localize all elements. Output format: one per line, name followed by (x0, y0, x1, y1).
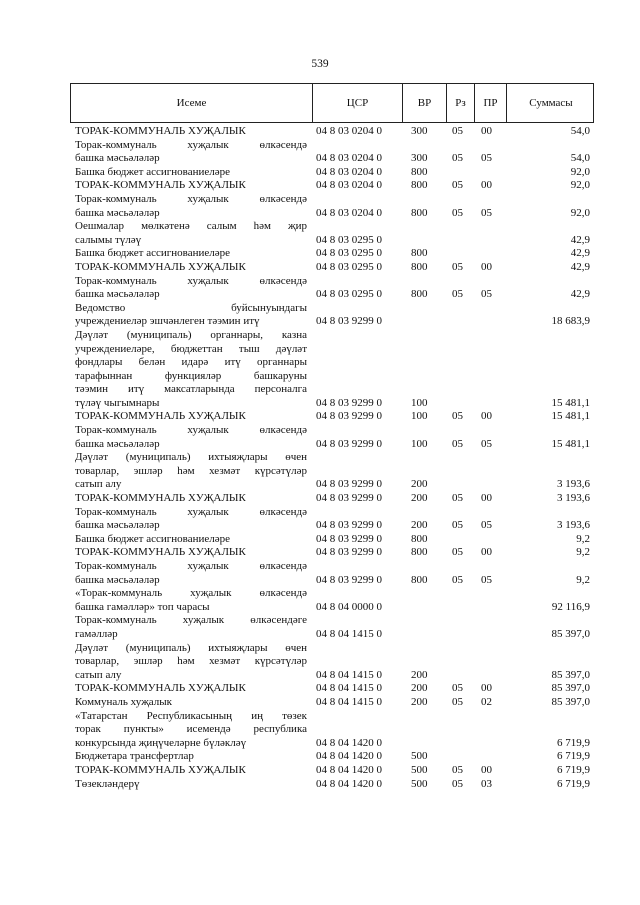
row-csr: 04 8 03 9299 0 (316, 478, 382, 491)
row-pr: 00 (481, 179, 492, 192)
row-name (75, 587, 313, 614)
row-name-line: башка мәсьәләләр (75, 519, 160, 532)
table-row (75, 261, 590, 275)
row-pr: 05 (481, 288, 492, 301)
row-csr: 04 8 03 0204 0 (316, 179, 382, 192)
table-row (75, 179, 590, 193)
row-rz: 05 (452, 777, 463, 790)
row-csr: 04 8 03 9299 0 (316, 519, 382, 532)
row-name-line: сатып алу (75, 478, 122, 491)
row-name-line: башка гамәлләр» топ чарасы (75, 600, 210, 613)
row-vr: 200 (411, 682, 428, 695)
row-name-line: учреждениеләр эшчәнлеген тәэмин итү (75, 315, 260, 328)
row-csr: 04 8 04 1420 0 (316, 750, 382, 763)
row-pr (476, 614, 508, 641)
row-rz (448, 587, 476, 614)
row-vr: 200 (411, 519, 428, 532)
row-pr: 05 (481, 573, 492, 586)
table-row (75, 139, 590, 166)
row-pr (476, 750, 508, 764)
table-row (75, 614, 590, 641)
row-name-line: Торак-коммуналь хуҗалык өлкәсендә (75, 505, 307, 518)
row-sum: 92 116,9 (551, 600, 590, 613)
row-name-line: салымы түләү (75, 233, 142, 246)
row-pr: 00 (481, 125, 492, 137)
row-vr: 500 (411, 763, 428, 776)
row-vr: 200 (411, 668, 428, 681)
row-csr: 04 8 03 0204 0 (316, 125, 382, 137)
row-name (75, 410, 313, 424)
row-pr (476, 533, 508, 547)
row-name (75, 764, 313, 778)
row-rz: 05 (452, 260, 463, 273)
row-csr: 04 8 03 0204 0 (316, 152, 382, 165)
row-pr: 00 (481, 260, 492, 273)
row-vr: 100 (411, 437, 428, 450)
row-vr: 800 (411, 165, 428, 178)
row-name-line: товарлар, эшләр һәм хезмәт күрсәтүләр (75, 464, 307, 477)
row-vr: 300 (411, 152, 428, 165)
row-vr (403, 302, 448, 329)
row-name-line: тарафыннан функцияләр башкаруны (75, 369, 307, 382)
row-rz: 05 (452, 437, 463, 450)
table-row (75, 533, 590, 547)
row-vr: 500 (411, 750, 428, 763)
row-csr: 04 8 03 0295 0 (316, 288, 382, 301)
row-csr: 04 8 04 1415 0 (316, 668, 382, 681)
row-rz (448, 750, 476, 764)
row-name-line: товарлар, эшләр һәм хезмәт күрсәтүләр (75, 655, 307, 668)
row-vr: 800 (411, 179, 428, 192)
table-row (75, 506, 590, 533)
row-name-line: башка мәсьәләләр (75, 152, 160, 165)
row-name (75, 220, 313, 247)
table-row (75, 764, 590, 778)
row-sum: 42,9 (570, 288, 590, 301)
row-name (75, 696, 313, 710)
row-csr: 04 8 03 9299 0 (316, 532, 382, 545)
row-name-line: Дәүләт (муниципаль) ихтыяҗлары өчен (75, 641, 307, 654)
row-sum: 92,0 (570, 179, 590, 192)
row-csr: 04 8 03 9299 0 (316, 315, 382, 328)
row-name-line: башка мәсьәләләр (75, 573, 160, 586)
row-name-line: башка мәсьәләләр (75, 288, 160, 301)
row-rz: 05 (452, 763, 463, 776)
row-sum: 92,0 (570, 206, 590, 219)
row-pr: 00 (481, 546, 492, 559)
row-sum: 6 719,9 (557, 763, 590, 776)
row-rz: 05 (452, 125, 463, 137)
table-row (75, 302, 590, 329)
row-name (75, 179, 313, 193)
header-vr: ВР (403, 84, 447, 122)
table-row (75, 587, 590, 614)
row-name-line: Оешмалар мөлкәтенә салым һәм җир (75, 220, 307, 233)
row-name-line: ТОРАК-КОММУНАЛЬ ХУҖАЛЫК (75, 492, 246, 505)
row-sum: 3 193,6 (557, 478, 590, 491)
row-csr: 04 8 03 9299 0 (316, 437, 382, 450)
row-name-line: Торак-коммуналь хуҗалык өлкәсендә (75, 192, 307, 205)
row-sum: 85 397,0 (551, 682, 590, 695)
row-sum: 85 397,0 (551, 695, 590, 708)
row-name-line: тәэмин итү максатларында персоналга (75, 383, 307, 396)
row-sum: 15 481,1 (551, 396, 590, 409)
table-row (75, 546, 590, 560)
row-name-line: ТОРАК-КОММУНАЛЬ ХУҖАЛЫК (75, 260, 246, 273)
table-row (75, 710, 590, 751)
row-sum: 42,9 (570, 233, 590, 246)
row-csr: 04 8 04 1420 0 (316, 736, 382, 749)
row-rz (448, 451, 476, 492)
row-name-line: ТОРАК-КОММУНАЛЬ ХУҖАЛЫК (75, 763, 246, 776)
row-sum: 9,2 (576, 546, 590, 559)
table-row (75, 642, 590, 683)
row-rz: 05 (452, 492, 463, 505)
row-rz: 05 (452, 152, 463, 165)
row-name-line: Торак-коммуналь хуҗалык өлкәсендә (75, 138, 307, 151)
row-pr: 00 (481, 492, 492, 505)
row-name (75, 778, 313, 792)
row-csr: 04 8 03 0204 0 (316, 165, 382, 178)
row-pr: 05 (481, 206, 492, 219)
row-name-line: Торак-коммуналь хуҗалык өлкәсендәге (75, 614, 307, 627)
row-name-line: Торак-коммуналь хуҗалык өлкәсендә (75, 424, 307, 437)
page-number: 539 (311, 58, 329, 70)
row-pr (476, 247, 508, 261)
row-sum: 6 719,9 (557, 736, 590, 749)
row-name-line: Дәүләт (муниципаль) органнары, казна (75, 328, 307, 341)
row-sum: 3 193,6 (557, 492, 590, 505)
row-rz (448, 247, 476, 261)
row-rz: 05 (452, 206, 463, 219)
row-rz: 05 (452, 695, 463, 708)
row-name-line: түләү чыгымнары (75, 396, 160, 409)
row-sum: 6 719,9 (557, 750, 590, 763)
row-vr: 200 (411, 478, 428, 491)
row-rz (448, 166, 476, 180)
row-csr: 04 8 04 1415 0 (316, 695, 382, 708)
row-pr (476, 451, 508, 492)
row-name-line: Коммуналь хуҗалык (75, 695, 173, 708)
row-name-line: Ведомство буйсынуындагы (75, 301, 307, 314)
table-row (75, 451, 590, 492)
row-rz (448, 533, 476, 547)
table-row (75, 125, 590, 139)
row-vr: 100 (411, 396, 428, 409)
row-name-line: «Торак-коммуналь хуҗалык өлкәсендә (75, 587, 307, 600)
row-name-line: Башка бюджет ассигнованиеләре (75, 532, 230, 545)
row-name (75, 247, 313, 261)
row-pr (476, 642, 508, 683)
row-name-line: Торак-коммуналь хуҗалык өлкәсендә (75, 560, 307, 572)
row-rz: 05 (452, 573, 463, 586)
row-name-line: ТОРАК-КОММУНАЛЬ ХУҖАЛЫК (75, 410, 246, 423)
row-name (75, 166, 313, 180)
row-pr (476, 220, 508, 247)
row-name-line: ТОРАК-КОММУНАЛЬ ХУҖАЛЫК (75, 125, 246, 137)
row-rz: 05 (452, 288, 463, 301)
row-name (75, 275, 313, 302)
row-name-line: учреждениеләре, бюджеттан тыш дәүләт (75, 342, 307, 355)
row-pr (476, 710, 508, 751)
row-name-line: Бюджетара трансфертлар (75, 750, 194, 763)
row-vr: 800 (411, 247, 428, 260)
row-csr: 04 8 04 1420 0 (316, 763, 382, 776)
row-rz: 05 (452, 546, 463, 559)
row-vr: 200 (411, 695, 428, 708)
header-name: Исеме (71, 84, 313, 122)
table-row (75, 492, 590, 506)
header-rz: Рз (447, 84, 475, 122)
row-name-line: сатып алу (75, 668, 122, 681)
table-row (75, 424, 590, 451)
row-vr: 800 (411, 573, 428, 586)
row-csr: 04 8 03 0295 0 (316, 260, 382, 273)
row-name (75, 302, 313, 329)
row-name (75, 560, 313, 587)
table-row (75, 166, 590, 180)
row-name (75, 546, 313, 560)
row-name-line: Башка бюджет ассигнованиеләре (75, 165, 230, 178)
table-row (75, 682, 590, 696)
row-rz: 05 (452, 519, 463, 532)
row-csr: 04 8 04 1415 0 (316, 627, 382, 640)
row-name (75, 193, 313, 220)
row-name (75, 710, 313, 751)
row-vr: 200 (411, 492, 428, 505)
row-vr: 100 (411, 410, 428, 423)
row-sum: 42,9 (570, 260, 590, 273)
row-name (75, 533, 313, 547)
header-pr: ПР (475, 84, 507, 122)
row-name (75, 642, 313, 683)
row-sum: 9,2 (576, 573, 590, 586)
row-csr: 04 8 04 0000 0 (316, 600, 382, 613)
table-row (75, 329, 590, 411)
row-csr: 04 8 04 1415 0 (316, 682, 382, 695)
row-vr: 800 (411, 206, 428, 219)
row-csr: 04 8 03 9299 0 (316, 573, 382, 586)
table-row (75, 750, 590, 764)
row-name-line: «Татарстан Республикасының иң төзек (75, 709, 307, 722)
row-csr: 04 8 03 9299 0 (316, 492, 382, 505)
row-pr: 00 (481, 410, 492, 423)
row-rz (448, 302, 476, 329)
row-sum: 9,2 (576, 532, 590, 545)
row-pr: 02 (481, 695, 492, 708)
table-row (75, 410, 590, 424)
row-name (75, 451, 313, 492)
row-rz: 05 (452, 179, 463, 192)
table-row (75, 560, 590, 587)
row-name-line: башка мәсьәләләр (75, 206, 160, 219)
row-name-line: ТОРАК-КОММУНАЛЬ ХУҖАЛЫК (75, 179, 246, 192)
row-csr: 04 8 03 9299 0 (316, 546, 382, 559)
row-csr: 04 8 03 9299 0 (316, 396, 382, 409)
row-name-line: гамәлләр (75, 627, 118, 640)
row-pr: 05 (481, 152, 492, 165)
row-name (75, 329, 313, 411)
row-name-line: башка мәсьәләләр (75, 437, 160, 450)
table-row (75, 193, 590, 220)
row-sum: 15 481,1 (551, 410, 590, 423)
header-csr: ЦСР (313, 84, 403, 122)
row-name (75, 682, 313, 696)
row-name-line: ТОРАК-КОММУНАЛЬ ХУҖАЛЫК (75, 546, 246, 559)
row-csr: 04 8 04 1420 0 (316, 777, 382, 790)
row-pr (476, 302, 508, 329)
row-vr: 500 (411, 777, 428, 790)
row-name-line: торак пункты» исемендә республика (75, 723, 307, 736)
table-row (75, 696, 590, 710)
row-pr: 00 (481, 763, 492, 776)
row-name (75, 492, 313, 506)
row-sum: 6 719,9 (557, 777, 590, 790)
row-name-line: конкурсында җиңүчеләрне бүләкләү (75, 736, 247, 749)
row-sum: 54,0 (570, 125, 590, 137)
row-name (75, 614, 313, 641)
row-csr: 04 8 03 0204 0 (316, 206, 382, 219)
row-vr: 800 (411, 260, 428, 273)
table-header (70, 83, 594, 123)
row-name (75, 139, 313, 166)
row-rz (448, 220, 476, 247)
header-sum: Суммасы (529, 97, 573, 109)
row-rz (448, 614, 476, 641)
table-body (75, 125, 590, 791)
row-sum: 85 397,0 (551, 668, 590, 681)
row-pr: 05 (481, 437, 492, 450)
row-name-line: Торак-коммуналь хуҗалык өлкәсендә (75, 274, 307, 287)
table-row (75, 220, 590, 247)
row-name-line: Төзекләндерү (75, 777, 140, 790)
row-name-line: Башка бюджет ассигнованиеләре (75, 247, 230, 260)
row-sum: 42,9 (570, 247, 590, 260)
row-pr (476, 587, 508, 614)
row-pr: 00 (481, 682, 492, 695)
row-name (75, 261, 313, 275)
row-name-line: фондлары белән идарә итү органнары (75, 356, 307, 369)
row-pr (476, 166, 508, 180)
row-name-line: Дәүләт (муниципаль) ихтыяҗлары өчен (75, 451, 307, 464)
row-vr (403, 614, 448, 641)
row-csr: 04 8 03 9299 0 (316, 410, 382, 423)
row-rz: 05 (452, 682, 463, 695)
table-row (75, 275, 590, 302)
row-rz (448, 329, 476, 411)
row-sum: 54,0 (570, 152, 590, 165)
table-row (75, 247, 590, 261)
row-csr: 04 8 03 0295 0 (316, 233, 382, 246)
row-vr: 300 (411, 125, 428, 137)
row-vr: 800 (411, 288, 428, 301)
row-vr (403, 587, 448, 614)
row-vr (403, 220, 448, 247)
row-name (75, 125, 313, 139)
row-sum: 3 193,6 (557, 519, 590, 532)
row-pr: 03 (481, 777, 492, 790)
row-name (75, 506, 313, 533)
row-sum: 92,0 (570, 165, 590, 178)
row-name (75, 424, 313, 451)
row-vr: 800 (411, 546, 428, 559)
row-vr: 800 (411, 532, 428, 545)
row-csr: 04 8 03 0295 0 (316, 247, 382, 260)
row-pr (476, 329, 508, 411)
row-rz (448, 642, 476, 683)
row-sum: 85 397,0 (551, 627, 590, 640)
row-sum: 15 481,1 (551, 437, 590, 450)
row-name-line: ТОРАК-КОММУНАЛЬ ХУҖАЛЫК (75, 682, 246, 695)
row-rz: 05 (452, 410, 463, 423)
row-name (75, 750, 313, 764)
row-pr: 05 (481, 519, 492, 532)
row-rz (448, 710, 476, 751)
row-vr (403, 710, 448, 751)
table-row (75, 778, 590, 792)
row-sum: 18 683,9 (551, 315, 590, 328)
